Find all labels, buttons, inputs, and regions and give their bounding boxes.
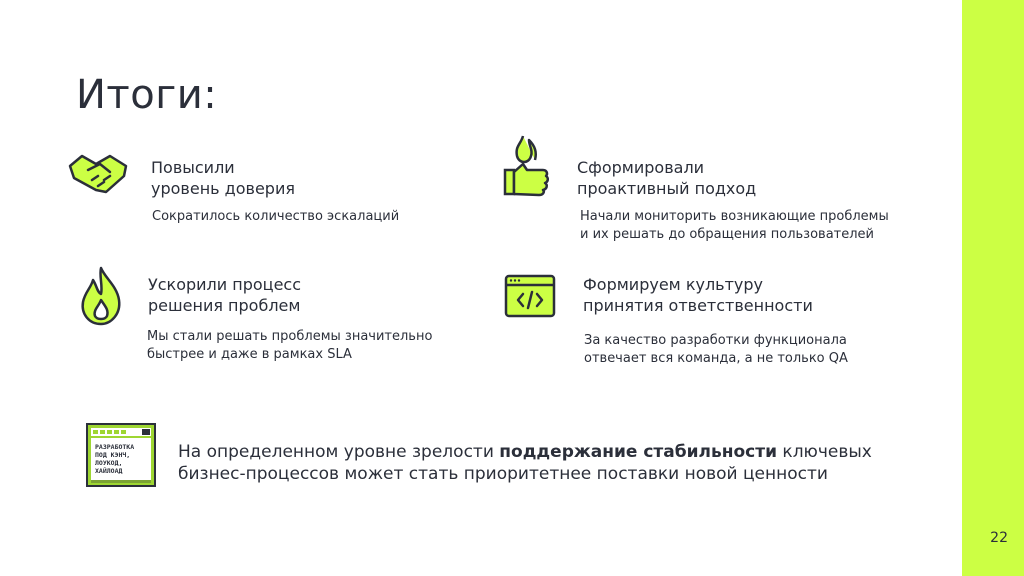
item-heading (148, 274, 301, 316)
text-line: За качество разработки функционала (584, 333, 847, 348)
text-line: проактивный подход (577, 179, 757, 198)
text-line: Сократилось количество эскалаций (152, 209, 400, 224)
item-heading (577, 157, 756, 199)
pixel-card-line: ХАЙЛОАД (95, 467, 123, 475)
item-description (584, 332, 848, 368)
pixel-card-line: РАЗРАБОТКА (95, 443, 135, 451)
text-line: Формируем культуру (583, 275, 764, 294)
text-line: Мы стали решать проблемы значительно (147, 329, 433, 344)
slide-title: Итоги: (76, 72, 218, 118)
item-description (152, 208, 399, 226)
fire-icon (79, 266, 123, 326)
item-description (147, 328, 432, 364)
text-line: Ускорили процесс (148, 275, 301, 294)
item-description (580, 208, 889, 244)
pixel-sticker-image (86, 423, 156, 487)
text-line: и их решать до обращения пользователей (580, 227, 874, 242)
item-heading (583, 274, 813, 316)
text-line: уровень доверия (151, 179, 295, 198)
text-line: Начали мониторить возникающие проблемы (580, 209, 889, 224)
thumbs-up-fire-icon (501, 134, 553, 198)
text-line: решения проблем (148, 296, 301, 315)
pixel-card-line: ЛОУКОД, (95, 459, 123, 467)
text-line: принятия ответственности (583, 296, 813, 315)
accent-side-bar (962, 0, 1024, 576)
summary-text-bold: поддержание стабильности (499, 442, 778, 462)
summary-text-start: На определенном уровне зрелости (178, 442, 500, 462)
text-line: Повысили (151, 158, 235, 177)
text-line: быстрее и даже в рамках SLA (147, 347, 352, 362)
item-heading (151, 157, 295, 199)
handshake-icon (66, 150, 132, 196)
text-line: Сформировали (577, 158, 705, 177)
page-number: 22 (990, 530, 1008, 546)
summary-text-end: ключевых бизнес-процессов может стать приоритетнее поставки новой ценности (178, 442, 872, 484)
code-window-icon (504, 274, 556, 318)
text-line: отвечает вся команда, а не только QA (584, 351, 848, 366)
summary-text (178, 441, 898, 485)
pixel-card-line: ПОД КЭНЧ, (95, 451, 131, 459)
